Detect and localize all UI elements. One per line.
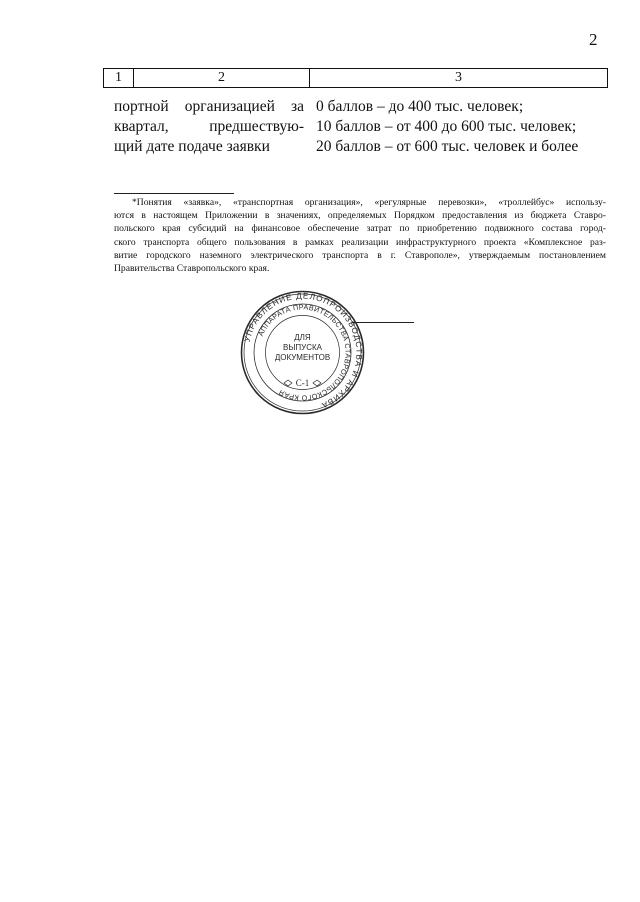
column-number-1: 1 [104,69,134,87]
footnote-line: польского края субсидий на финансовое обеспечение затрат по приобретению подвижного состава город- [114,223,606,235]
office-stamp [240,290,365,415]
column-number-3: 3 [455,70,462,85]
score-line: 0 баллов – до 400 тыс. человек; [316,98,524,115]
stamp-center-line2: ВЫПУСКА [282,343,323,352]
footnote-line: Правительства Ставропольского края. [114,263,270,275]
criterion-text [114,97,304,157]
criterion-line: квартал, предшествую- [114,118,304,135]
table-column-numbers [103,68,608,88]
footnote-line: витие городского наземного электрического транспорта в г. Ставрополе», утверждаемым постановлением [114,249,606,261]
stamp-code: С-1 [295,378,310,388]
page-number: 2 [589,30,598,49]
signature-line [352,322,414,323]
stamp-outer-text: УПРАВЛЕНИЕ ДЕЛОПРОИЗВОДСТВА И АРХИВА [242,291,364,411]
column-number-2: 2 [134,69,310,87]
stamp-center-line3: ДОКУМЕНТОВ [274,353,331,362]
stamp-center-line1: ДЛЯ [294,333,311,342]
criterion-line: портной организацией за [114,98,304,115]
criterion-line: щий дате подаче заявки [114,138,270,155]
footnote-line: ются в настоящем Приложении в значениях, определяемых Порядком предоставления из бюджета Ставро- [114,210,606,222]
stamp-middle-text: АППАРАТА ПРАВИТЕЛЬСТВА СТАВРОПОЛЬСКОГО КРАЯ [256,302,353,403]
footnote-line: ского транспорта общего пользования в рамках реализации инфраструктурного проекта «Комплексное раз- [114,236,606,248]
footnote [114,196,606,275]
footnote-line: *Понятия «заявка», «транспортная организация», «регулярные перевозки», «троллейбус» использу- [132,197,606,208]
score-text [316,97,606,157]
footnote-divider [114,193,234,194]
score-line: 10 баллов – от 400 до 600 тыс. человек; [316,118,577,135]
score-line: 20 баллов – от 600 тыс. человек и более [316,138,579,155]
